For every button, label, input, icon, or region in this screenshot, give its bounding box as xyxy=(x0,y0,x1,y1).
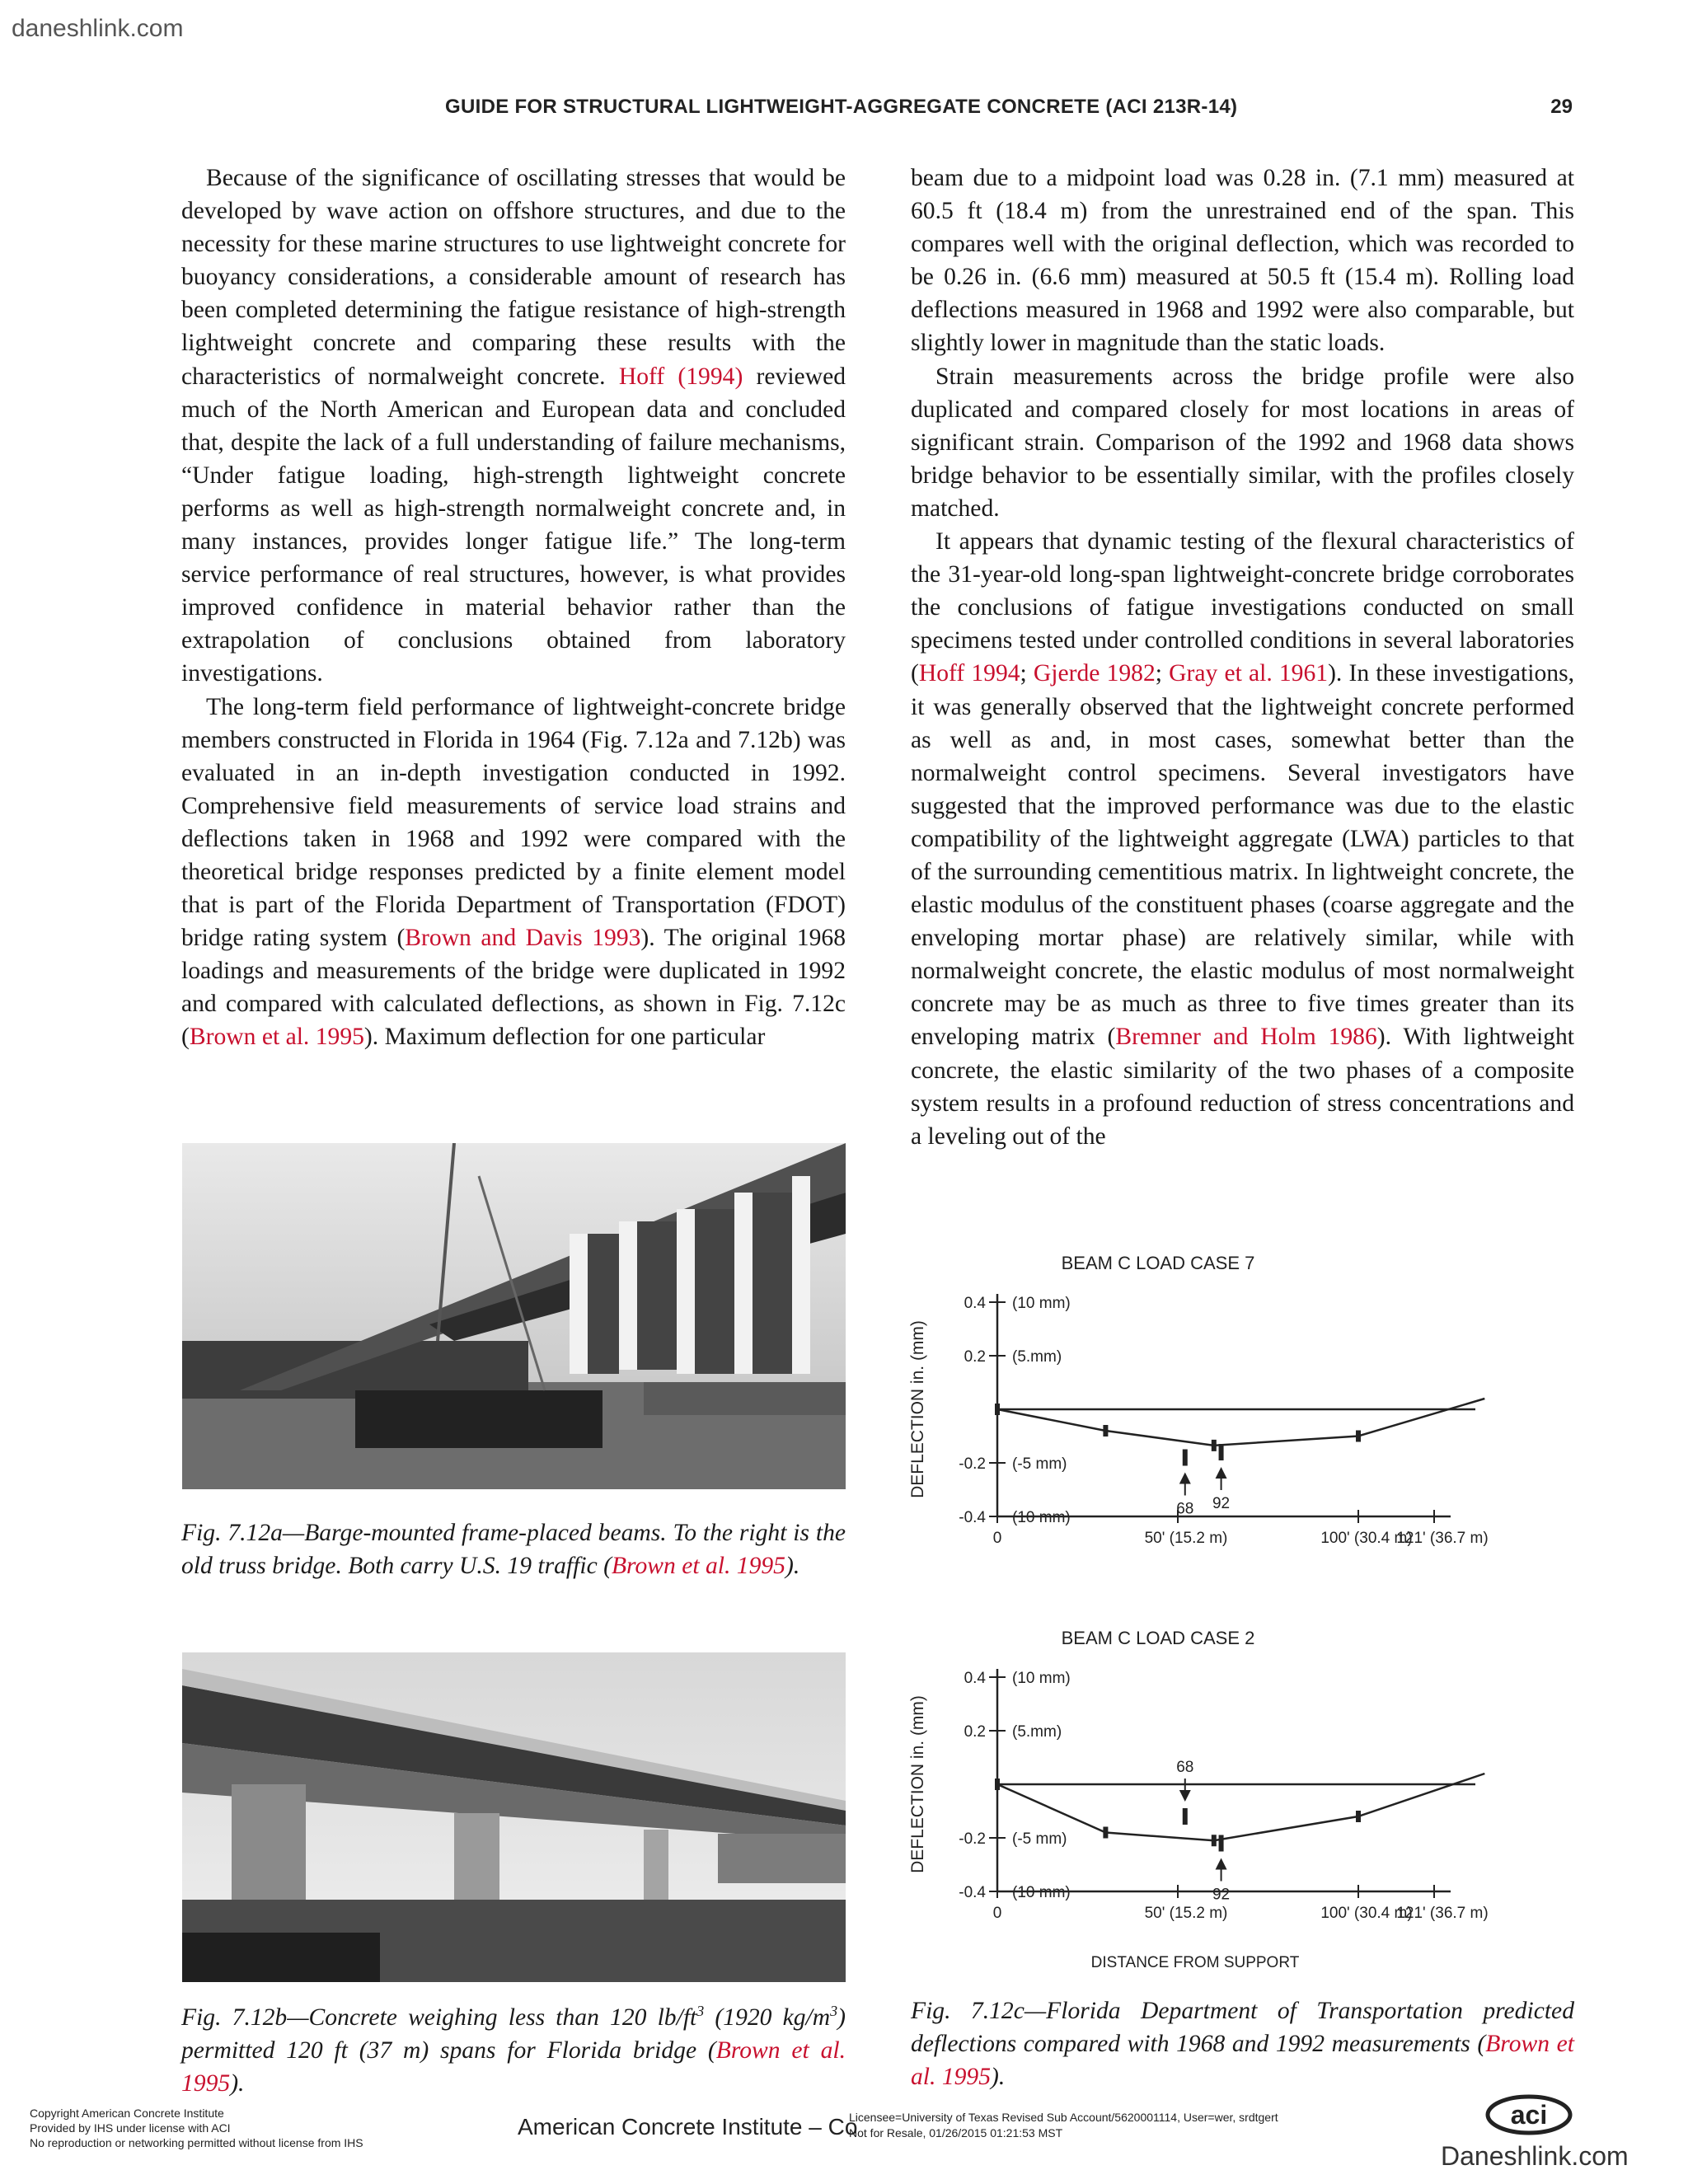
measurement-marker-68 xyxy=(1183,1450,1188,1466)
x-tick-label: 121' (36.7 m) xyxy=(1396,1905,1489,1922)
reference-link[interactable]: Bremner and Holm 1986 xyxy=(1115,1024,1377,1051)
data-point xyxy=(995,1779,1000,1790)
y-tick-label: 0.2 xyxy=(964,1348,986,1366)
marker-label: 92 xyxy=(1212,1886,1231,1904)
reference-link[interactable]: Brown et al. 1995 xyxy=(611,1553,785,1579)
photo-florida-bridge-image xyxy=(182,1652,846,1982)
series-line-predicted xyxy=(997,1399,1484,1446)
y-tick-label: -0.4 xyxy=(959,1509,986,1526)
watermark-top: daneshlink.com xyxy=(12,15,184,42)
figure-caption-7-12b: Fig. 7.12b—Concrete weighing less than 120 $lb/ft^3$ (1920 $kg/m^3$) permitted 120 ft (37 m) spans for Florida bridge (Brown et al. 1995). xyxy=(181,2003,846,2097)
chart-load-case-2 xyxy=(898,1619,1582,1974)
left-column xyxy=(181,162,846,1054)
measurement-marker-68 xyxy=(1183,1808,1188,1825)
y-tick-label: 0.4 xyxy=(964,1295,986,1312)
page-number: 29 xyxy=(1550,96,1573,118)
chart-load-case-7 xyxy=(898,1244,1582,1574)
chart-title: BEAM C LOAD CASE 7 xyxy=(1061,1253,1255,1273)
reference-link[interactable]: Hoff 1994 xyxy=(918,660,1020,687)
aci-logo-text: aci xyxy=(1510,2100,1548,2130)
y-tick-mm-label: (5.mm) xyxy=(1012,1348,1062,1366)
y-tick-mm-label: (-5 mm) xyxy=(1012,1455,1067,1473)
chart-title: BEAM C LOAD CASE 2 xyxy=(1061,1628,1255,1648)
license-notice: Licensee=University of Texas Revised Sub Account/5620001114, User=wer, srdtgert Not for Resale, 01/26/2015 01:21:53 MST xyxy=(849,2111,1278,2139)
y-tick-mm-label: (5.mm) xyxy=(1012,1723,1062,1741)
publisher-footer: American Concrete Institute – Co xyxy=(518,2114,858,2139)
data-point xyxy=(995,1404,1000,1415)
data-point xyxy=(1212,1835,1217,1846)
reference-link[interactable]: Gray et al. 1961 xyxy=(1169,660,1329,687)
x-tick-label: 100' (30.4 m) xyxy=(1320,1530,1413,1547)
copyright-notice: Copyright American Concrete Institute Provided by IHS under license with ACI No reproduction or networking permitted without license from IHS xyxy=(30,2107,363,2149)
reference-link[interactable]: Brown et al. 1995 xyxy=(189,1024,364,1051)
data-point xyxy=(1212,1440,1217,1451)
watermark-bottom: Daneshlink.com xyxy=(1441,2141,1629,2171)
reference-link[interactable]: Brown and Davis 1993 xyxy=(405,925,641,952)
y-tick-mm-label: (-5 mm) xyxy=(1012,1830,1067,1848)
right-column xyxy=(911,162,1574,1153)
x-tick-label: 50' (15.2 m) xyxy=(1144,1905,1228,1922)
photo-florida-bridge xyxy=(182,1652,846,1982)
data-point xyxy=(1356,1811,1361,1822)
x-tick-label: 0 xyxy=(992,1530,1002,1547)
x-tick-label: 0 xyxy=(992,1905,1002,1922)
reference-link[interactable]: Hoff (1994) xyxy=(618,363,743,390)
y-axis-label: DEFLECTION in. (mm) xyxy=(908,1320,927,1498)
reference-link[interactable]: Brown et al. 1995 xyxy=(911,2031,1574,2090)
y-tick-mm-label: (10 mm) xyxy=(1012,1509,1071,1526)
paragraph: Strain measurements across the bridge profile were also duplicated and compared closely for most locations in areas of significant strain. Comparison of the 1992 and 1968 data shows bridge behavior to be essentially similar, with the profiles closely matched. xyxy=(911,363,1574,522)
x-tick-label: 100' (30.4 m) xyxy=(1320,1905,1413,1922)
paragraph: beam due to a midpoint load was 0.28 in. (7.1 mm) measured at 60.5 ft (18.4 m) from the unrestrained end of the span. This compares well with the original deflection, which was recorded to be 0.26 in. (6.6 mm) measured at 50.5 ft (15.4 m). Rolling load deflections measured in 1968 and 1992 were also comparable, but slightly lower in magnitude than the static loads. xyxy=(911,165,1574,357)
running-header xyxy=(181,92,1573,125)
paragraph: The long-term field performance of lightweight-concrete bridge members constructed in Florida in 1964 (Fig. 7.12a and 7.12b) was evaluated in an in-depth investigation conducted in 1992. Comprehensive field measurements of service load strains and deflections taken in 1968 and 1992 were compared with the theoretical bridge responses predicted by a finite element model that is part of the Florida Department of Transportation (FDOT) bridge rating system (Brown and Davis 1993). The original 1968 loadings and measurements of the bridge were duplicated in 1992 and compared with calculated deflections, as shown in Fig. 7.12c (Brown et al. 1995). Maximum deflection for one particular xyxy=(181,693,846,1051)
photo-barge-beams xyxy=(182,1143,846,1489)
x-axis-label: DISTANCE FROM SUPPORT xyxy=(1090,1954,1300,1971)
x-tick-label: 50' (15.2 m) xyxy=(1144,1530,1228,1547)
y-axis-label: DEFLECTION in. (mm) xyxy=(908,1695,927,1873)
measurement-marker-92 xyxy=(1219,1835,1224,1852)
y-tick-mm-label: (10 mm) xyxy=(1012,1884,1071,1901)
measurement-marker-92 xyxy=(1219,1444,1224,1460)
y-tick-label: 0.4 xyxy=(964,1670,986,1687)
data-point xyxy=(1103,1827,1108,1839)
y-tick-mm-label: (10 mm) xyxy=(1012,1295,1071,1312)
figure-caption-7-12a: Fig. 7.12a—Barge-mounted frame-placed beams. To the right is the old truss bridge. Both carry U.S. 19 traffic (Brown et al. 1995). xyxy=(181,1520,846,1579)
y-tick-label: 0.2 xyxy=(964,1723,986,1741)
paragraph: It appears that dynamic testing of the flexural characteristics of the 31-year-old long-span lightweight-concrete bridge corroborates the conclusions of fatigue investigations conducted on small specimens tested under controlled conditions in several laboratories (Hoff 1994; Gjerde 1982; Gray et al. 1961). In these investigations, it was generally observed that the lightweight concrete performed as well as and, in most cases, somewhat better than the normalweight control specimens. Several investigators have suggested that the improved performance was due to the elastic compatibility of the lightweight aggregate (LWA) particles to that of the surrounding cementitious matrix. In lightweight concrete, the elastic modulus of the constituent phases (coarse aggregate and the enveloping mortar phase) are relatively similar, while with normalweight concrete, the elastic modulus of most normalweight concrete may be as much as three to five times greater than its enveloping matrix (Bremner and Holm 1986). With lightweight concrete, the elastic similarity of the two phases of a composite system results in a profound reduction of stress concentrations and a leveling out of the xyxy=(911,528,1575,1150)
y-tick-label: -0.2 xyxy=(959,1455,986,1473)
marker-label: 68 xyxy=(1176,1759,1194,1776)
chart-load-case-7-plot xyxy=(898,1244,1582,1574)
x-tick-label: 121' (36.7 m) xyxy=(1396,1530,1489,1547)
figure-caption-7-12c: Fig. 7.12c—Florida Department of Transportation predicted deflections compared with 1968 and 1992 measurements (Brown et al. 1995). xyxy=(911,1998,1574,2090)
paragraph: Because of the significance of oscillating stresses that would be developed by wave action on offshore structures, and due to the necessity for these marine structures to use lightweight concrete for buoyancy considerations, a considerable amount of research has been completed determining the fatigue resistance of high-strength lightweight concrete and comparing these results with the characteristics of normalweight concrete. Hoff (1994) reviewed much of the North American and European data and concluded that, despite the lack of a full understanding of failure mechanisms, “Under fatigue loading, high-strength lightweight concrete performs as well as high-strength normalweight concrete and, in many instances, provides longer fatigue life.” The long-term service performance of real structures, however, is what provides improved confidence in material behavior rather than the extrapolation of conclusions obtained from laboratory investigations. xyxy=(181,165,846,687)
aci-logo xyxy=(1484,2093,1574,2136)
data-point xyxy=(1356,1431,1361,1442)
reference-link[interactable]: Brown et al. 1995 xyxy=(181,2036,846,2097)
marker-label: 68 xyxy=(1176,1500,1194,1518)
marker-label: 92 xyxy=(1212,1495,1231,1512)
y-tick-label: -0.4 xyxy=(959,1884,986,1901)
reference-link[interactable]: Gjerde 1982 xyxy=(1033,660,1156,687)
photo-barge-beams-image xyxy=(182,1143,846,1489)
y-tick-label: -0.2 xyxy=(959,1830,986,1848)
journal-title: GUIDE FOR STRUCTURAL LIGHTWEIGHT-AGGREGATE CONCRETE (ACI 213R-14) xyxy=(445,96,1238,118)
chart-load-case-2-plot xyxy=(898,1619,1582,1974)
data-point xyxy=(1103,1425,1108,1436)
y-tick-mm-label: (10 mm) xyxy=(1012,1670,1071,1687)
